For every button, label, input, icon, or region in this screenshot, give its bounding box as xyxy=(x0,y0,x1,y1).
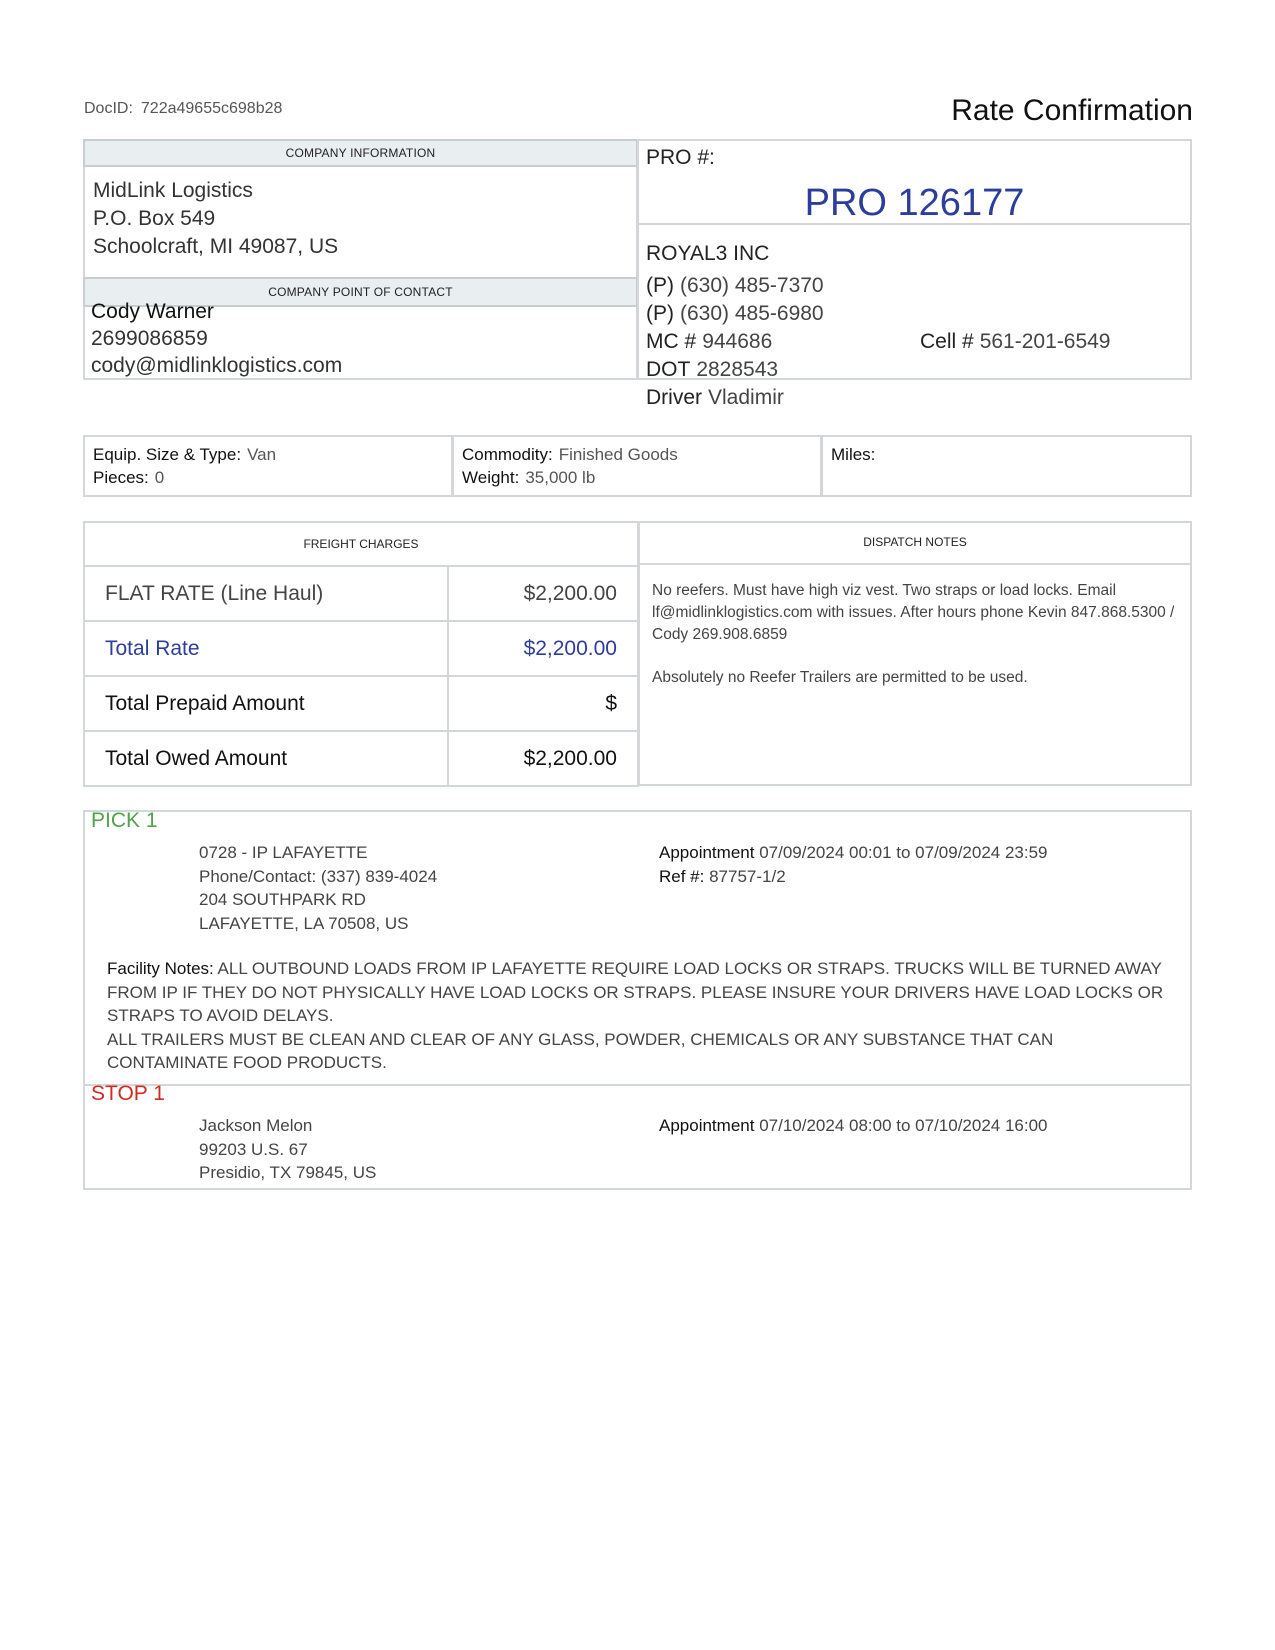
page-title: Rate Confirmation xyxy=(951,94,1193,127)
total-prepaid-label: Total Prepaid Amount xyxy=(84,676,448,731)
poc-email[interactable]: cody@midlinklogistics.com xyxy=(91,354,343,377)
pick-phone: Phone/Contact: (337) 839-4024 xyxy=(199,867,438,886)
table-row xyxy=(84,731,638,786)
pick-ref xyxy=(659,865,786,889)
total-owed-label: Total Owed Amount xyxy=(84,731,448,786)
dot-value: 2828543 xyxy=(696,358,779,381)
pick-title: PICK 1 xyxy=(91,809,158,832)
miles-cell xyxy=(821,435,1192,497)
carrier-cell xyxy=(920,328,1110,356)
carrier-phone2 xyxy=(646,300,824,328)
commodity-label: Commodity: xyxy=(462,445,553,464)
poc-phone: 2699086859 xyxy=(91,327,208,350)
commodity xyxy=(462,443,678,466)
doc-id-value: 722a49655c698b28 xyxy=(140,100,283,117)
total-rate-amount: $2,200.00 xyxy=(448,621,638,676)
facility-notes-text1: ALL OUTBOUND LOADS FROM IP LAFAYETTE REQUIRE LOAD LOCKS OR STRAPS. TRUCKS WILL BE TURNED AWAY FROM IP IF THEY DO NOT PHYSICALLY HAVE LOAD LOCKS OR STRAPS. PLEASE INSURE YOUR DRIVERS HAVE LOAD LOCKS OR STRAPS TO AVOID DELAYS. xyxy=(107,959,1164,1025)
poc-header: COMPANY POINT OF CONTACT xyxy=(83,277,638,307)
charge-amount: $2,200.00 xyxy=(448,566,638,621)
weight-value: 35,000 lb xyxy=(525,468,596,487)
carrier-phone1 xyxy=(646,272,824,300)
weight xyxy=(462,466,595,489)
doc-id-label: DocID: xyxy=(84,100,133,117)
carrier-driver xyxy=(646,384,784,412)
stop-title: STOP 1 xyxy=(91,1082,165,1105)
pieces-label: Pieces: xyxy=(93,468,149,487)
appointment-label: Appointment xyxy=(659,1116,755,1135)
pick-appointment xyxy=(659,841,1048,865)
company-info-header: COMPANY INFORMATION xyxy=(83,139,638,167)
facility-notes-text2: ALL TRAILERS MUST BE CLEAN AND CLEAR OF ANY GLASS, POWDER, CHEMICALS OR ANY SUBSTANCE THAT CAN CONTAMINATE FOOD PRODUCTS. xyxy=(107,1029,1054,1072)
equip-type xyxy=(93,443,276,466)
pick-facility: 0728 - IP LAFAYETTE xyxy=(199,843,368,862)
company-name: MidLink Logistics xyxy=(93,179,253,202)
appointment-value: 07/10/2024 08:00 to 07/10/2024 16:00 xyxy=(759,1116,1048,1135)
facility-notes xyxy=(107,957,1177,1075)
facility-notes-label: Facility Notes: xyxy=(107,959,214,978)
stop-facility: Jackson Melon xyxy=(199,1116,313,1135)
pick-street: 204 SOUTHPARK RD xyxy=(199,890,366,909)
carrier-dot xyxy=(646,356,778,384)
stop-appointment xyxy=(659,1114,1048,1138)
phone-label: (P) xyxy=(646,274,674,297)
cell-label: Cell # xyxy=(920,330,974,353)
company-info-body xyxy=(83,167,638,277)
dot-label: DOT xyxy=(646,358,691,381)
phone-label: (P) xyxy=(646,302,674,325)
driver-label: Driver xyxy=(646,386,702,409)
equipment-cell xyxy=(83,435,453,497)
equip-value: Van xyxy=(247,445,277,464)
company-address-line1: P.O. Box 549 xyxy=(93,207,216,230)
stop-street: 99203 U.S. 67 xyxy=(199,1140,308,1159)
poc-name: Cody Warner xyxy=(91,300,214,323)
pick-city: LAFAYETTE, LA 70508, US xyxy=(199,914,409,933)
stop-city: Presidio, TX 79845, US xyxy=(199,1163,377,1182)
pro-number: PRO 126177 xyxy=(804,182,1025,224)
commodity-cell xyxy=(452,435,822,497)
pro-label: PRO #: xyxy=(646,146,715,169)
pieces-value: 0 xyxy=(154,468,165,487)
ref-value: 87757-1/2 xyxy=(709,867,786,886)
company-address-line2: Schoolcraft, MI 49087, US xyxy=(93,235,339,258)
total-prepaid-amount: $ xyxy=(448,676,638,731)
phone-value: (630) 485-6980 xyxy=(680,302,824,325)
carrier-name: ROYAL3 INC xyxy=(646,242,770,265)
dispatch-notes-header: DISPATCH NOTES xyxy=(638,521,1192,565)
weight-label: Weight: xyxy=(462,468,520,487)
total-rate-label: Total Rate xyxy=(84,621,448,676)
driver-value: Vladimir xyxy=(708,386,784,409)
phone-value: (630) 485-7370 xyxy=(680,274,824,297)
equip-label: Equip. Size & Type: xyxy=(93,445,242,464)
facility-notes-line1 xyxy=(107,957,1177,1028)
dispatch-note-2: Absolutely no Reefer Trailers are permitted to be used. xyxy=(652,669,1028,686)
charge-name: FLAT RATE (Line Haul) xyxy=(84,566,448,621)
total-owed-amount: $2,200.00 xyxy=(448,731,638,786)
appointment-label: Appointment xyxy=(659,843,755,862)
table-row xyxy=(84,566,638,621)
mc-label: MC # xyxy=(646,330,697,353)
table-row xyxy=(84,676,638,731)
table-row xyxy=(84,621,638,676)
freight-charges-header: FREIGHT CHARGES xyxy=(84,522,638,566)
appointment-value: 07/09/2024 00:01 to 07/09/2024 23:59 xyxy=(759,843,1048,862)
commodity-value: Finished Goods xyxy=(558,445,678,464)
mc-value: 944686 xyxy=(702,330,773,353)
doc-id xyxy=(84,100,282,118)
miles-label: Miles: xyxy=(831,445,876,464)
carrier-mc xyxy=(646,328,772,356)
pieces xyxy=(93,466,164,489)
cell-value: 561-201-6549 xyxy=(979,330,1111,353)
freight-header-row xyxy=(84,522,638,566)
freight-charges-table xyxy=(83,521,639,787)
dispatch-note-1: No reefers. Must have high viz vest. Two straps or load locks. Email lf@midlinklogistics.com with issues. After hours phone Kevin 847.868.5300 / Cody 269.908.6859 xyxy=(652,582,1175,643)
ref-label: Ref #: xyxy=(659,867,705,886)
